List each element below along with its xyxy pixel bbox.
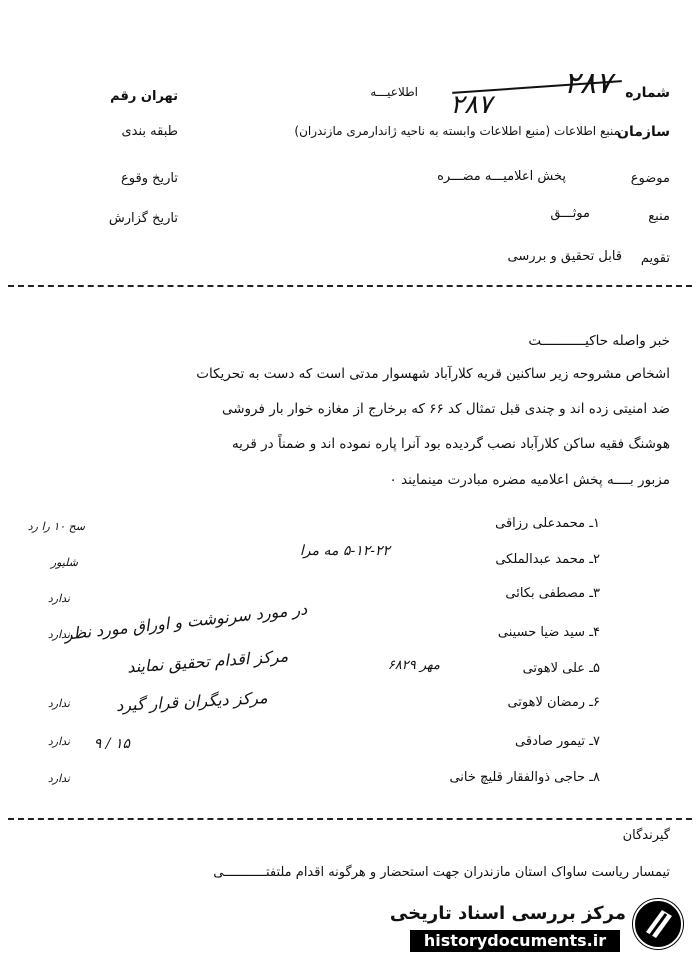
list-item: ۶ـ رمضان لاهوتی <box>507 695 600 710</box>
recipients-line: تیمسار ریاست ساواک استان مازندران جهت استحضار و هرگونه اقدام ملتفتـــــــــــی <box>213 865 670 880</box>
document-category: اطلاعیـــه <box>370 85 418 99</box>
margin-note: سح ۱۰ را رد <box>27 520 85 533</box>
divider-bottom <box>8 818 692 820</box>
list-item: ۱ـ محمدعلی رزاقی <box>495 516 600 531</box>
number-label: شماره <box>625 85 670 101</box>
list-item: ۵ـ علی لاهوتی <box>522 661 600 676</box>
report-line-2: ضد امنیتی زده اند و چندی قبل تمثال کد ۶۶ که برخارج از مغازه خوار بار فروشی <box>221 401 670 417</box>
subject-value: پخش اعلامیـــه مضـــره <box>437 169 566 184</box>
source-value: موثـــق <box>550 206 590 221</box>
document-center-logo-icon <box>632 898 684 950</box>
annotation-row5: مهر ۶۸۲۹ <box>387 658 440 673</box>
margin-note: ندارد <box>47 697 70 710</box>
city-label: تهران رقم <box>110 89 178 104</box>
margin-note: ندارد <box>47 772 70 785</box>
event-date-label: تاریخ وقوع <box>121 171 178 186</box>
list-item: ۴ـ سید ضیا حسینی <box>497 625 600 640</box>
classification-label: طبقه بندی <box>121 124 178 139</box>
handwritten-line-3: مرکز دیگران قرار گیرد <box>116 688 269 715</box>
annotation-row2: ۵-۱۲-۲۲ مه مرا <box>299 543 390 559</box>
assessment-value: قابل تحقیق و بررسی <box>507 249 622 264</box>
watermark-url: historydocuments.ir <box>410 930 620 952</box>
assessment-label: تقویم <box>640 251 670 266</box>
organization-value: منبع اطلاعات (منبع اطلاعات وابسته به ناحیه ژاندارمری مازندران) <box>294 124 620 138</box>
list-item: ۳ـ مصطفی بکائی <box>505 586 600 601</box>
organization-label: سازمان <box>617 124 670 140</box>
list-item: ۲ـ محمد عبدالملکی <box>495 552 600 567</box>
handwritten-line-2: مرکز اقدام تحقیق نمایند <box>126 646 289 677</box>
report-date-label: تاریخ گزارش <box>108 211 178 226</box>
report-line-1: اشخاص مشروحه زیر ساکنین قریه کلارآباد شهسوار مدتی است که دست به تحریکات <box>196 366 670 382</box>
number-handwritten: ۲۸۷ <box>450 90 492 120</box>
margin-note: شلیور <box>50 556 78 569</box>
handwritten-line-1: در مورد سرنوشت و اوراق مورد نظر <box>63 599 309 644</box>
report-greeting: خبر واصله حاکیـــــــــــت <box>528 333 670 349</box>
handwritten-date: ۱۵ / ۹ <box>93 736 130 752</box>
number-value: ۲۸۷ <box>563 66 612 101</box>
watermark-title: مرکز بررسی اسناد تاریخی <box>389 903 626 924</box>
margin-note: ندارد <box>47 735 70 748</box>
report-line-4: مزبور بــــه پخش اعلامیه مضره مبادرت مینمایند ٠ <box>389 472 670 488</box>
divider-top <box>8 285 692 287</box>
report-line-3: هوشنگ فقیه ساکن کلارآباد نصب گردیده بود آنرا پاره نموده اند و ضمناً در قریه <box>231 436 670 452</box>
subject-label: موضوع <box>630 171 670 186</box>
recipients-title: گیرندگان <box>622 828 670 843</box>
source-label: منبع <box>648 209 670 224</box>
list-item: ۷ـ تیمور صادقی <box>515 734 600 749</box>
list-item: ۸ـ حاجی ذوالفقار قلیچ خانی <box>449 770 600 785</box>
margin-note: ندارد <box>47 592 70 605</box>
margin-note: ندارد <box>47 628 70 641</box>
